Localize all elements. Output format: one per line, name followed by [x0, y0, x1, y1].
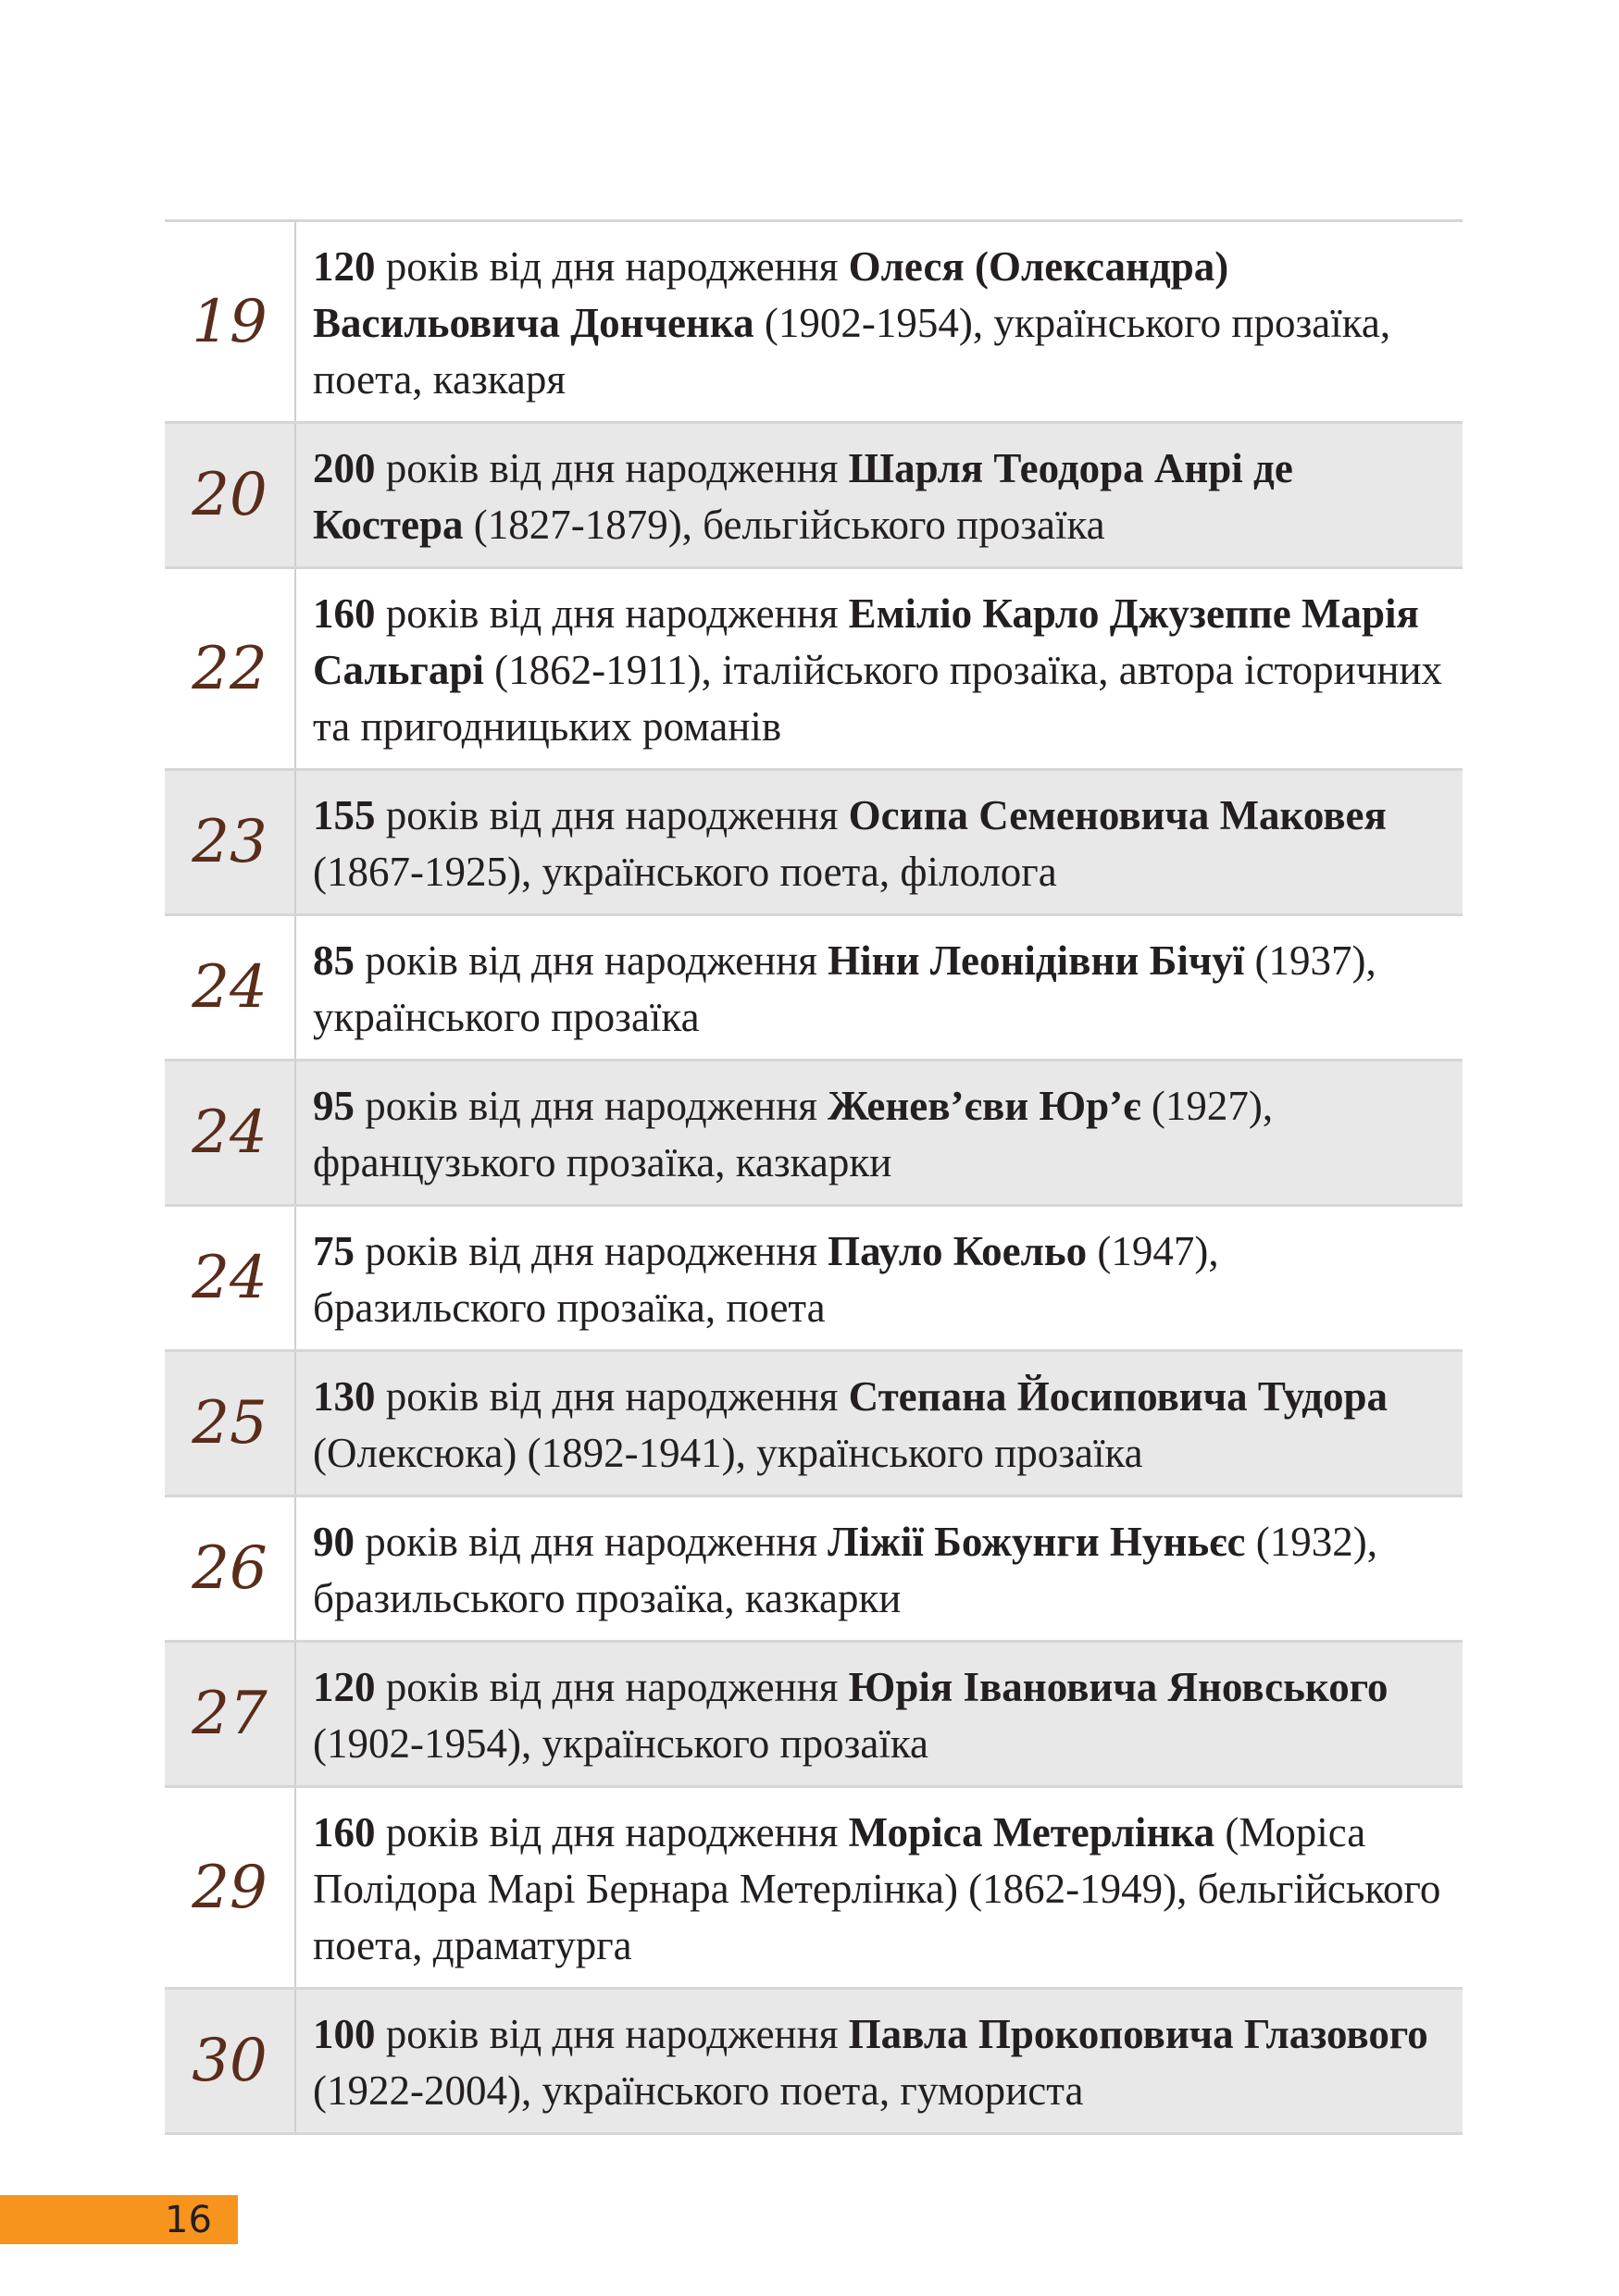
years-count: 100 [313, 2011, 376, 2057]
event-text [295, 423, 1463, 568]
years-count: 160 [313, 1809, 376, 1855]
table-row [165, 770, 1463, 915]
event-text [295, 1351, 1463, 1496]
anniversary-table [165, 219, 1463, 2135]
event-text [295, 221, 1463, 423]
event-text [295, 1061, 1463, 1206]
event-lead: років від дня народження [355, 1519, 828, 1565]
years-count: 200 [313, 445, 376, 491]
day-number: 30 [165, 1989, 295, 2134]
years-count: 95 [313, 1083, 355, 1129]
table-row [165, 1642, 1463, 1787]
day-number: 26 [165, 1496, 295, 1642]
event-lead: років від дня народження [355, 1083, 828, 1129]
years-count: 75 [313, 1228, 355, 1274]
person-name: Юрія Івановича Яновського [848, 1664, 1389, 1710]
years-count: 90 [313, 1519, 355, 1565]
event-lead: років від дня народження [375, 792, 849, 838]
event-text [295, 1642, 1463, 1787]
table-row [165, 1061, 1463, 1206]
day-number: 22 [165, 568, 295, 770]
event-text [295, 1206, 1463, 1351]
event-details: (1862-1911), італійського прозаїка, автора історичних та пригодницьких романів [313, 647, 1443, 750]
table-row [165, 221, 1463, 423]
table-row [165, 915, 1463, 1061]
event-details: (1927), французького прозаїка, казкарки [313, 1083, 1274, 1185]
person-name: Ніни Леонідівни Бічуї [828, 937, 1245, 984]
person-name: Пауло Коельо [828, 1228, 1088, 1274]
table-row [165, 1787, 1463, 1989]
table-row [165, 568, 1463, 770]
page-number: 16 [165, 2199, 212, 2241]
day-number: 23 [165, 770, 295, 915]
event-details: (1937), українського прозаїка [313, 937, 1376, 1040]
day-number: 24 [165, 1206, 295, 1351]
event-lead: років від дня народження [375, 1809, 849, 1855]
day-number: 25 [165, 1351, 295, 1496]
event-details: (1932), бразильського прозаїка, казкарки [313, 1519, 1378, 1621]
day-number: 24 [165, 915, 295, 1061]
event-details: (1827-1879), бельгійського прозаїка [463, 502, 1105, 548]
event-text [295, 1989, 1463, 2134]
event-lead: років від дня народження [375, 2011, 849, 2057]
event-lead: років від дня народження [355, 937, 828, 984]
day-number: 24 [165, 1061, 295, 1206]
years-count: 155 [313, 792, 376, 838]
person-name: Павла Прокоповича Глазового [848, 2011, 1428, 2057]
person-name: Осипа Семеновича Маковея [848, 792, 1387, 838]
event-details: (1947), бразильского прозаїка, поета [313, 1228, 1219, 1331]
event-lead: років від дня народження [375, 445, 849, 491]
person-name: Шарля Теодора Анрі де Костера [313, 445, 1293, 548]
table-row [165, 1496, 1463, 1642]
years-count: 85 [313, 937, 355, 984]
event-lead: років від дня народження [375, 1664, 849, 1710]
person-name: Моріса Метерлінка [848, 1809, 1215, 1855]
event-text [295, 915, 1463, 1061]
event-lead: років від дня народження [375, 1373, 849, 1420]
event-text [295, 568, 1463, 770]
event-lead: років від дня народження [375, 590, 849, 637]
event-lead: років від дня народження [375, 243, 849, 290]
event-lead: років від дня народження [355, 1228, 828, 1274]
event-details: (1922-2004), українського поета, гумориста [313, 2067, 1084, 2114]
person-name: Еміліо Карло Джузеппе Марія Сальгарі [313, 590, 1419, 693]
day-number: 29 [165, 1787, 295, 1989]
event-details: (Олексюка) (1892-1941), українського прозаїка [313, 1430, 1143, 1476]
event-details: (1902-1954), українського прозаїка [313, 1720, 929, 1767]
person-name: Олеся (Олександра) Васильовича Донченка [313, 243, 1229, 346]
event-details: (1867-1925), українського поета, філолога [313, 849, 1057, 895]
table-row [165, 1351, 1463, 1496]
table-row [165, 423, 1463, 568]
table-row [165, 1206, 1463, 1351]
years-count: 130 [313, 1373, 376, 1420]
event-text [295, 1787, 1463, 1989]
day-number: 19 [165, 221, 295, 423]
table-row [165, 1989, 1463, 2134]
person-name: Степана Йосиповича Тудора [848, 1373, 1389, 1420]
event-text [295, 770, 1463, 915]
day-number: 20 [165, 423, 295, 568]
person-name: Ліжії Божунги Нуньєс [828, 1519, 1246, 1565]
day-number: 27 [165, 1642, 295, 1787]
years-count: 160 [313, 590, 376, 637]
event-text [295, 1496, 1463, 1642]
years-count: 120 [313, 243, 376, 290]
event-details: (1902-1954), українського прозаїка, поета, казкаря [313, 300, 1391, 403]
person-name: Женев’єви Юр’є [828, 1083, 1141, 1129]
event-details: (Моріса Полідора Марі Бернара Метерлінка) (1862-1949), бельгійського поета, драматурга [313, 1809, 1441, 1968]
years-count: 120 [313, 1664, 376, 1710]
